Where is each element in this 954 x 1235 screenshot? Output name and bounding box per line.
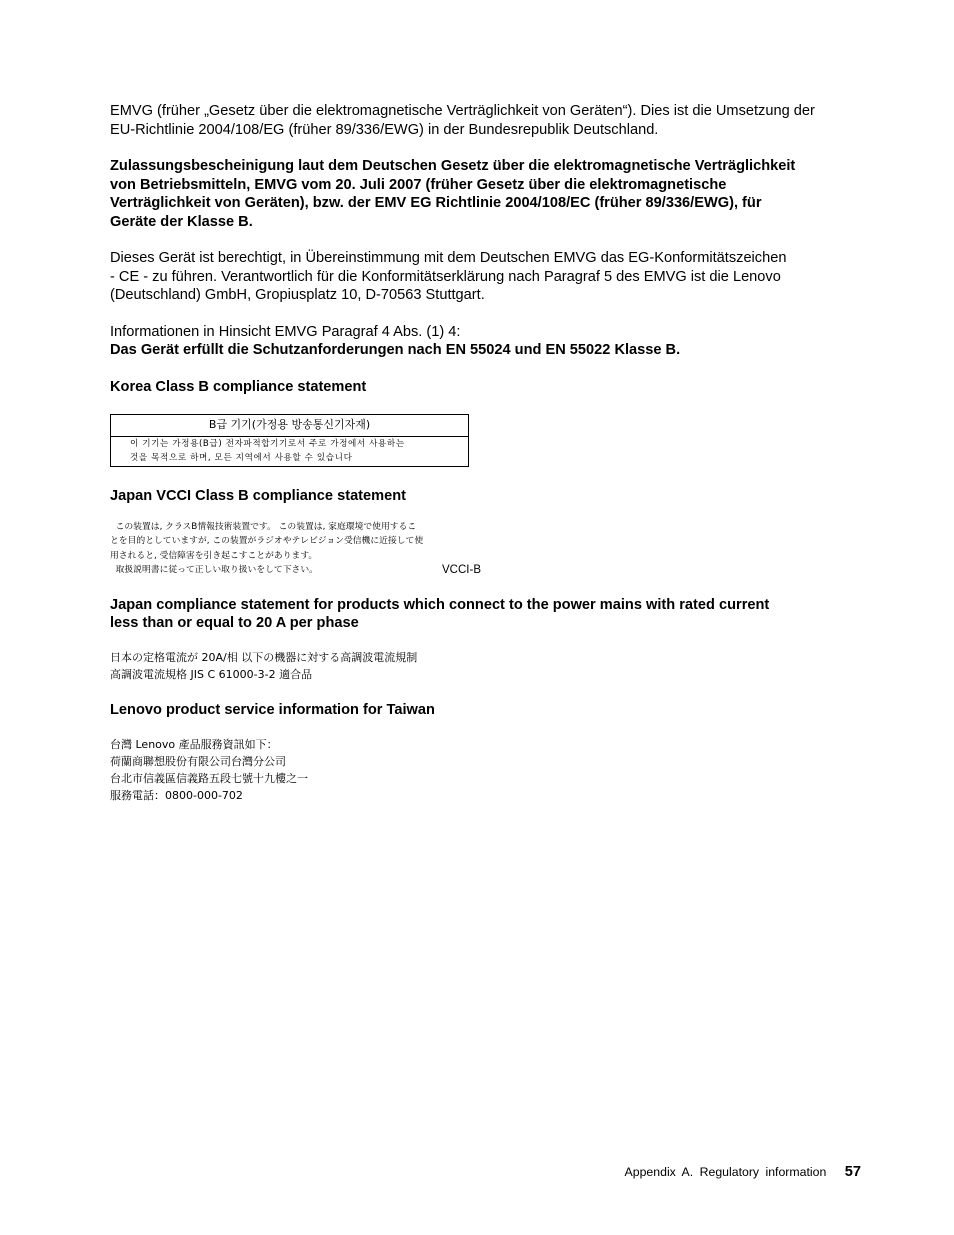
text-line: Verträglichkeit von Geräten), bzw. der EMV EG Richtlinie 2004/108/EC (früher 89/336/EWG), für — [110, 195, 762, 211]
info-line: Informationen in Hinsicht EMVG Paragraf 4 Abs. (1) 4: — [110, 323, 461, 340]
text-line: Japan compliance statement for products which connect to the power mains with rated current — [110, 596, 770, 613]
page-number: 57 — [844, 1164, 861, 1180]
footer-label: Appendix A. Regulatory information — [624, 1165, 827, 1179]
japan-power-line: 日本の定格電流が 20A/相 以下の機器に対する高調波電流規制 — [110, 650, 418, 664]
japan-power-statement — [110, 649, 870, 683]
vcci-code: VCCI-B — [442, 564, 481, 576]
info-bold-line: Das Gerät erfüllt die Schutzanforderungen nach EN 55024 und EN 55022 Klasse B. — [110, 342, 681, 358]
taiwan-line: 服務電話：0800-000-702 — [110, 789, 243, 802]
korea-statement-box — [110, 414, 469, 467]
text-line: EMVG (früher „Gesetz über die elektromagnetische Verträglichkeit von Geräten“). Dies ist die Umsetzung der — [110, 103, 815, 119]
text-line: (Deutschland) GmbH, Gropiusplatz 10, D-70563 Stuttgart. — [110, 287, 485, 303]
taiwan-line: 台灣 Lenovo 產品服務資訊如下： — [110, 738, 278, 751]
vcci-line: 用されると, 受信障害を引き起こすことがあります。 — [110, 550, 318, 561]
korea-box-line: 것을 목적으로 하며, 모든 지역에서 사용할 수 있습니다 — [130, 452, 353, 463]
vcci-last-row — [110, 563, 482, 578]
vcci-line: 取扱説明書に従って正しい取り扱いをして下さい。 — [110, 565, 318, 575]
vcci-line: とを目的としていますが, この装置がラジオやテレビジョン受信機に近接して使 — [110, 536, 424, 546]
text-line: Geräte der Klasse B. — [110, 213, 253, 230]
text-line: EU-Richtlinie 2004/108/EG (früher 89/336/EWG) in der Bundesrepublik Deutschland. — [110, 121, 659, 138]
korea-box-title: B급 기기(가정용 방송통신기자재) — [111, 415, 468, 437]
taiwan-line: 台北市信義區信義路五段七號十九樓之一 — [110, 772, 308, 785]
text-line: less than or equal to 20 A per phase — [110, 615, 359, 631]
zulassung-heading — [110, 157, 870, 231]
japan-power-heading — [110, 596, 870, 633]
korea-box-body — [111, 437, 468, 466]
korea-box-line: 이 기기는 가정용(B급) 전자파적합기기로서 주로 가정에서 사용하는 — [130, 439, 405, 449]
japan-vcci-heading: Japan VCCI Class B compliance statement — [110, 488, 407, 504]
emvg-intro-paragraph — [110, 102, 870, 139]
japan-power-line: 高調波電流規格 JIS C 61000-3-2 適合品 — [110, 667, 313, 681]
text-line: - CE - zu führen. Verantwortlich für die Konformitätserklärung nach Paragraf 5 des EMVG ist die Lenovo — [110, 268, 781, 285]
page-content — [110, 102, 870, 804]
page-footer — [625, 1163, 861, 1181]
berechtigt-paragraph — [110, 249, 870, 305]
emvg-info — [110, 323, 870, 360]
text-line: Zulassungsbescheinigung laut dem Deutschen Gesetz über die elektromagnetische Verträglichkeit — [110, 158, 796, 174]
text-line: Dieses Gerät ist berechtigt, in Übereinstimmung mit dem Deutschen EMVG das EG-Konformitätszeichen — [110, 250, 787, 266]
taiwan-heading: Lenovo product service information for Taiwan — [110, 701, 435, 718]
korea-heading: Korea Class B compliance statement — [110, 378, 367, 395]
japan-vcci-statement — [110, 520, 482, 578]
text-line: von Betriebsmitteln, EMVG vom 20. Juli 2007 (früher Gesetz über die elektromagnetische — [110, 176, 727, 193]
taiwan-service-info — [110, 736, 870, 804]
taiwan-line: 荷蘭商聯想股份有限公司台灣分公司 — [110, 755, 286, 768]
vcci-line: この装置は, クラスB情報技術装置です。 この装置は, 家庭環境で使用するこ — [110, 521, 417, 532]
